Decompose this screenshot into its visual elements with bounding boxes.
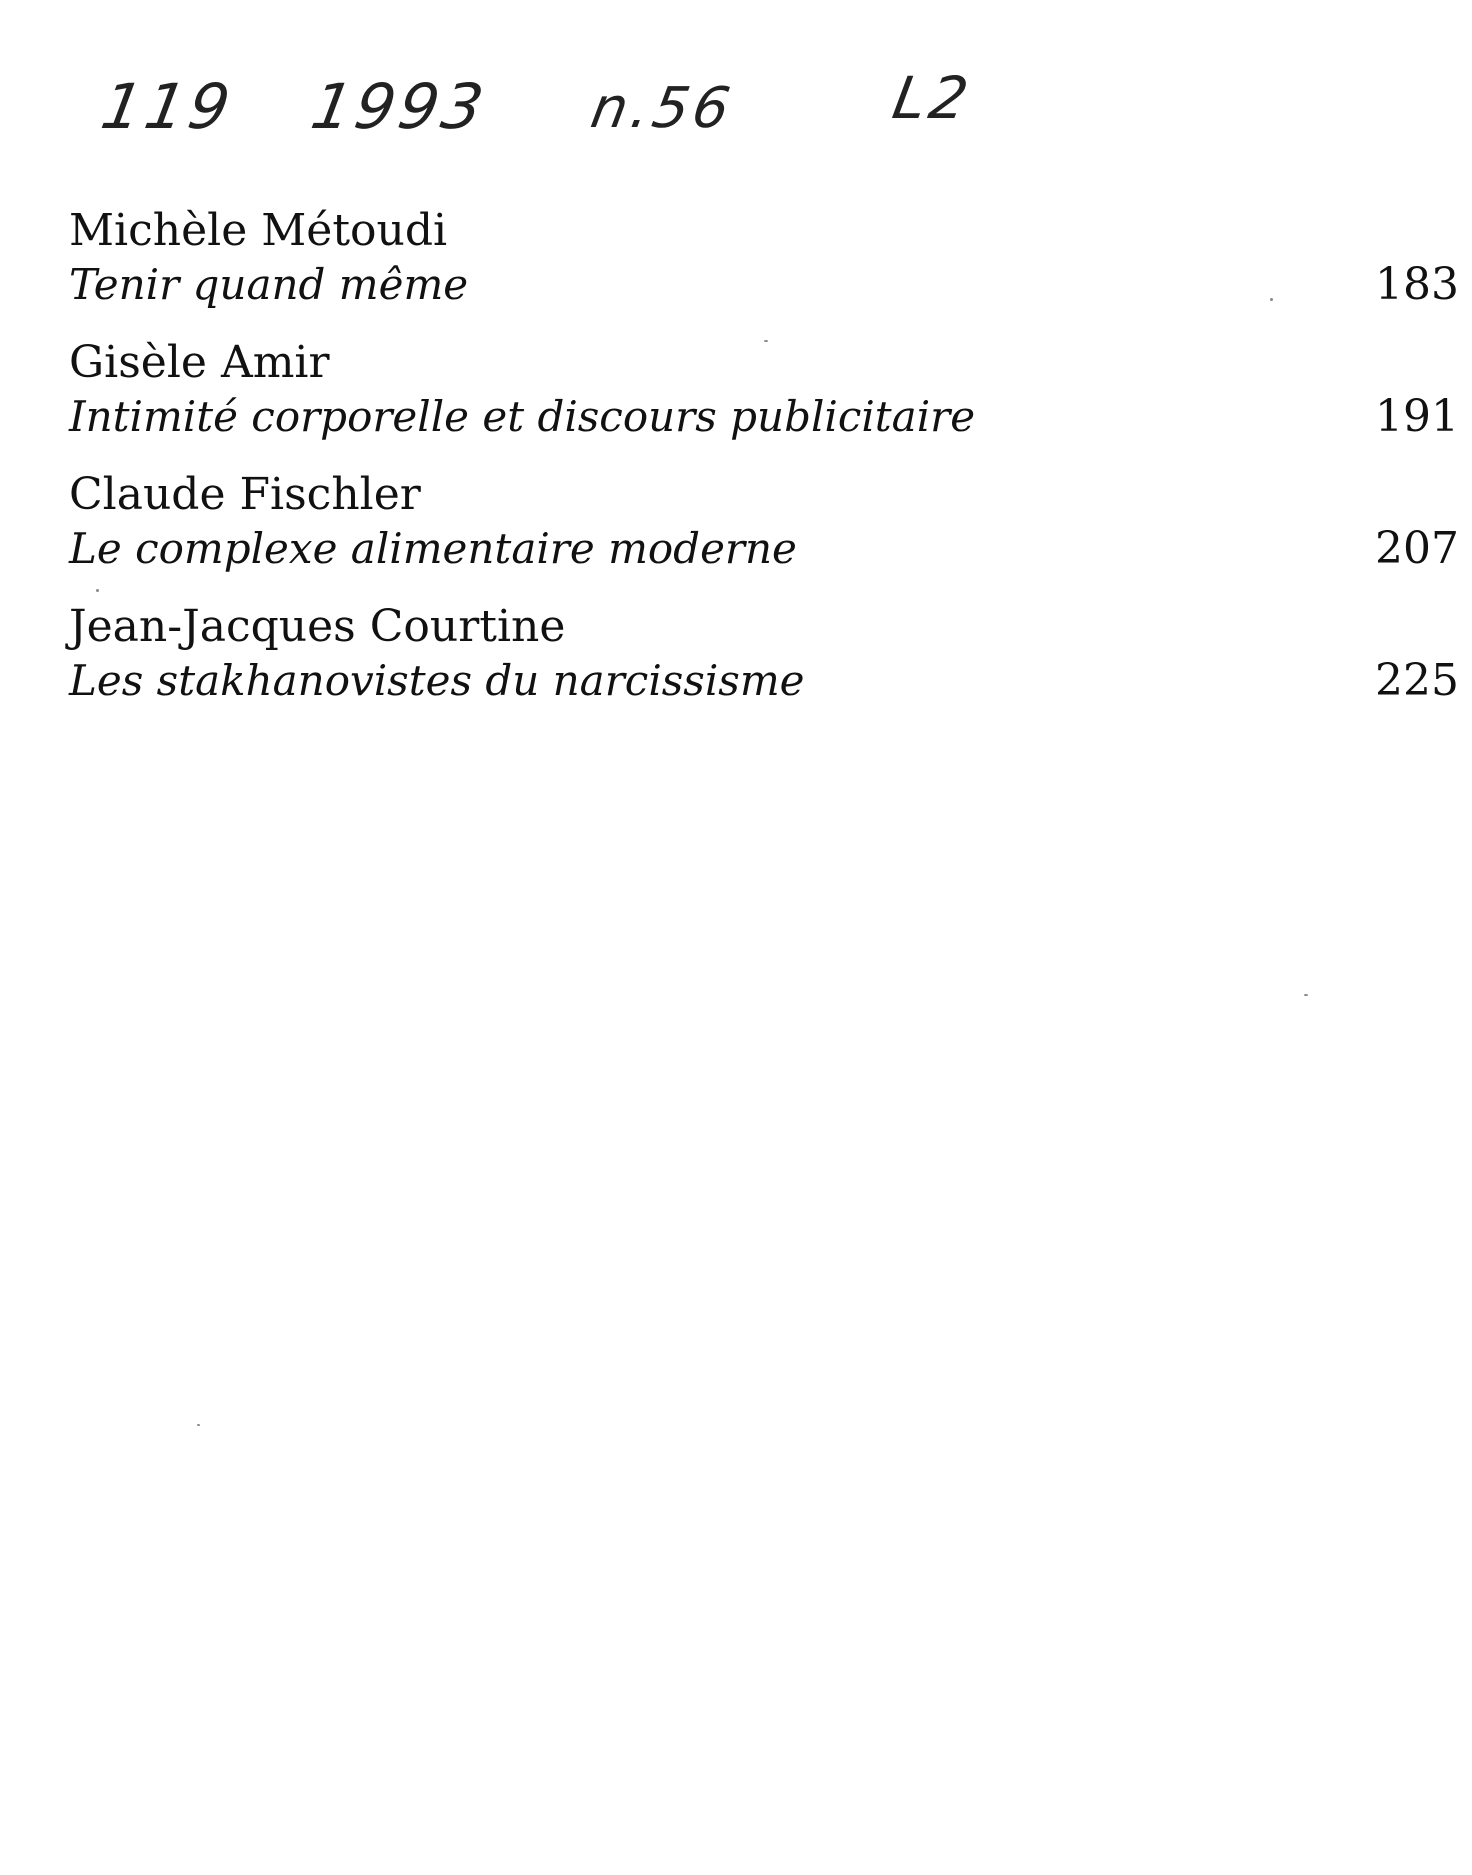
toc-author: Gisèle Amir [69,337,330,388]
handwritten-note-code: L2 [887,64,978,132]
handwritten-note-issue: n.56 [586,76,739,141]
scan-speck [764,340,768,342]
toc-title: Le complexe alimentaire moderne [69,524,797,573]
scan-speck [96,589,99,592]
toc-author: Jean-Jacques Courtine [69,601,566,652]
toc-entry [69,468,1459,600]
toc-page-number: 225 [1375,655,1459,706]
toc-entry [69,600,1459,732]
handwritten-note-number: 119 [95,70,240,143]
toc-page-number: 183 [1375,259,1459,310]
handwritten-note-year: 1993 [305,70,493,143]
toc-page-number: 191 [1375,391,1459,442]
scan-speck [1304,994,1308,996]
toc-author: Michèle Métoudi [69,205,448,256]
toc-author: Claude Fischler [69,469,421,520]
toc-title: Tenir quand même [69,260,469,309]
scan-speck [197,1424,200,1426]
table-of-contents [69,204,1459,732]
toc-entry [69,204,1459,336]
toc-entry [69,336,1459,468]
scan-speck [1270,298,1273,301]
toc-page-number: 207 [1375,523,1459,574]
toc-title: Les stakhanovistes du narcissisme [69,656,805,705]
toc-title: Intimité corporelle et discours publicitaire [69,392,976,441]
handwritten-shelf-mark [91,64,1049,170]
